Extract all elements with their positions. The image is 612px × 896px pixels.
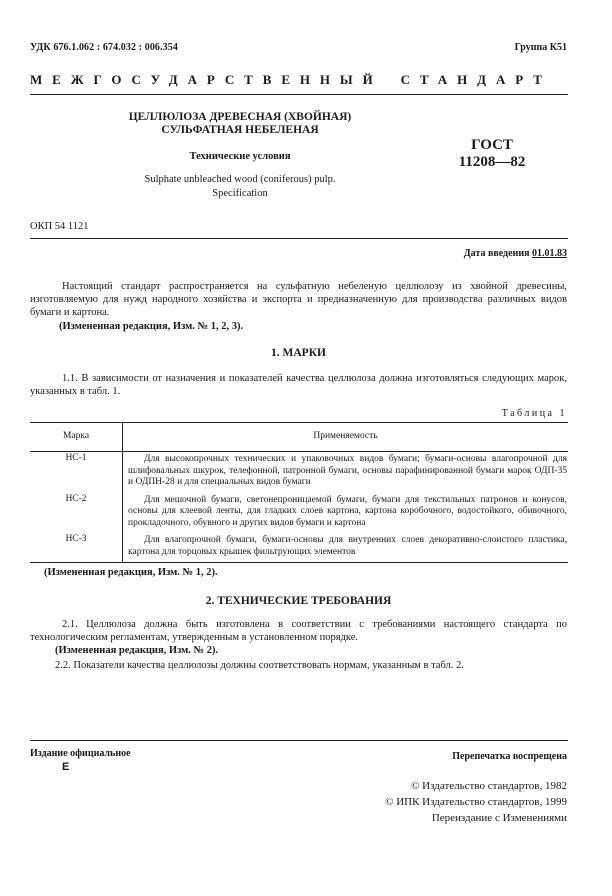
official-edition: Издание официальное xyxy=(30,748,131,759)
table-cell-mark: НС-3 xyxy=(30,533,123,563)
table-header-use: Применяемость xyxy=(123,423,569,452)
table-1-caption: Таблица 1 xyxy=(501,408,567,419)
document-subtitle: Технические условия xyxy=(189,151,291,162)
footer-divider xyxy=(30,740,568,741)
section-2-heading: 2. ТЕХНИЧЕСКИЕ ТРЕБОВАНИЯ xyxy=(205,595,392,607)
header-divider xyxy=(30,94,568,95)
table-cell-use xyxy=(123,493,569,534)
okp-code: ОКП 54 1121 xyxy=(30,221,89,232)
table-1 xyxy=(30,422,568,563)
copyright-block xyxy=(385,778,567,826)
gost-designation xyxy=(452,137,532,171)
gost-label: ГОСТ xyxy=(471,137,513,153)
english-title-line-1: Sulphate unbleached wood (coniferous) pulp. xyxy=(144,174,336,185)
section-1-paragraph: 1.1. В зависимости от назначения и показателей качества целлюлоза должна изготовляться следующих марок, указанных в табл. 1. xyxy=(30,373,567,397)
table-row xyxy=(30,452,568,493)
intro-amendment-note: (Измененная редакция, Изм. № 1, 2, 3). xyxy=(59,321,244,332)
udk-code: УДК 676.1.062 : 674.032 : 006.354 xyxy=(30,42,178,53)
reprint-prohibited: Перепечатка воспрещена xyxy=(452,751,567,762)
section-2-amendment-note: (Измененная редакция, Изм. № 2). xyxy=(55,645,219,656)
section-1-heading: 1. МАРКИ xyxy=(271,347,326,359)
table-cell-use xyxy=(123,533,569,563)
table-cell-mark: НС-1 xyxy=(30,452,123,493)
copyright-line-3: Переиздание с Изменениями xyxy=(431,812,567,824)
section-2-paragraph-2: 2.2. Показатели качества целлюлозы должны соответствовать нормам, указанным в табл. 2. xyxy=(55,660,464,671)
document-title xyxy=(110,111,370,137)
copyright-line-1: © Издательство стандартов, 1982 xyxy=(411,780,567,792)
edition-letter: Е xyxy=(62,761,70,773)
table-cell-use-text: Для влагопрочной бумаги, бумаги-основы для внутренних слоев декоративно-слоистого пластика, картона для торцовых крышек фильтрующих элементов xyxy=(128,535,567,557)
english-title xyxy=(110,173,370,201)
table-row xyxy=(30,493,568,534)
banner-word-interstate: МЕЖГОСУДАРСТВЕННЫЙ xyxy=(30,72,383,87)
section-1-amendment-note: (Измененная редакция, Изм. № 1, 2). xyxy=(44,567,218,578)
table-cell-use-text: Для высокопрочных технических и упаковочных видов бумаги; бумаги-основы влагопрочной для шлифовальных шкурок, телефонной, патронной бумаги, основы парафинированной бумаги марок ОДП-35 и ОДПН-28 и для специальных видов бумаги xyxy=(128,454,567,487)
intro-paragraph: Настоящий стандарт распространяется на сульфатную небеленую целлюлозу из хвойной древесины, изготовляемую для нужд народного хозяйства и экспорта и предназначенную для производства различных видов бумаги и картона. xyxy=(30,281,567,318)
intro-date-value: 01.01.83 xyxy=(532,248,567,259)
table-header-mark: Марка xyxy=(30,423,123,452)
title-line-2: СУЛЬФАТНАЯ НЕБЕЛЕНАЯ xyxy=(161,124,319,136)
okp-divider xyxy=(30,238,568,239)
title-line-1: ЦЕЛЛЮЛОЗА ДРЕВЕСНАЯ (ХВОЙНАЯ) xyxy=(128,111,352,123)
banner-word-standard: СТАНДАРТ xyxy=(400,72,552,87)
copyright-line-2: © ИПК Издательство стандартов, 1999 xyxy=(385,796,567,808)
intro-date-label: Дата введения xyxy=(463,248,530,259)
english-title-line-2: Specification xyxy=(212,188,268,199)
intro-date xyxy=(464,248,567,259)
gost-number: 11208—82 xyxy=(458,154,526,170)
group-code: Группа К51 xyxy=(514,42,567,53)
standard-banner xyxy=(30,72,567,88)
table-cell-mark: НС-2 xyxy=(30,493,123,534)
table-row xyxy=(30,533,568,563)
table-header-row xyxy=(30,423,568,452)
section-2-paragraph-1: 2.1. Целлюлоза должна быть изготовлена в соответствии с требованиями настоящего стандарта по технологическим регламентам, утвержденным в установленном порядке. xyxy=(30,619,567,643)
table-cell-use xyxy=(123,452,569,493)
table-cell-use-text: Для мешочной бумаги, светонепроницаемой бумаги, бумаги для текстильных патронов и конусов, основы для клеевой ленты, для гладких слоев картона, картона коробочного, водостойкого, обивочного, прокладочного, обувного и других видов бумаги и картона xyxy=(128,494,567,528)
